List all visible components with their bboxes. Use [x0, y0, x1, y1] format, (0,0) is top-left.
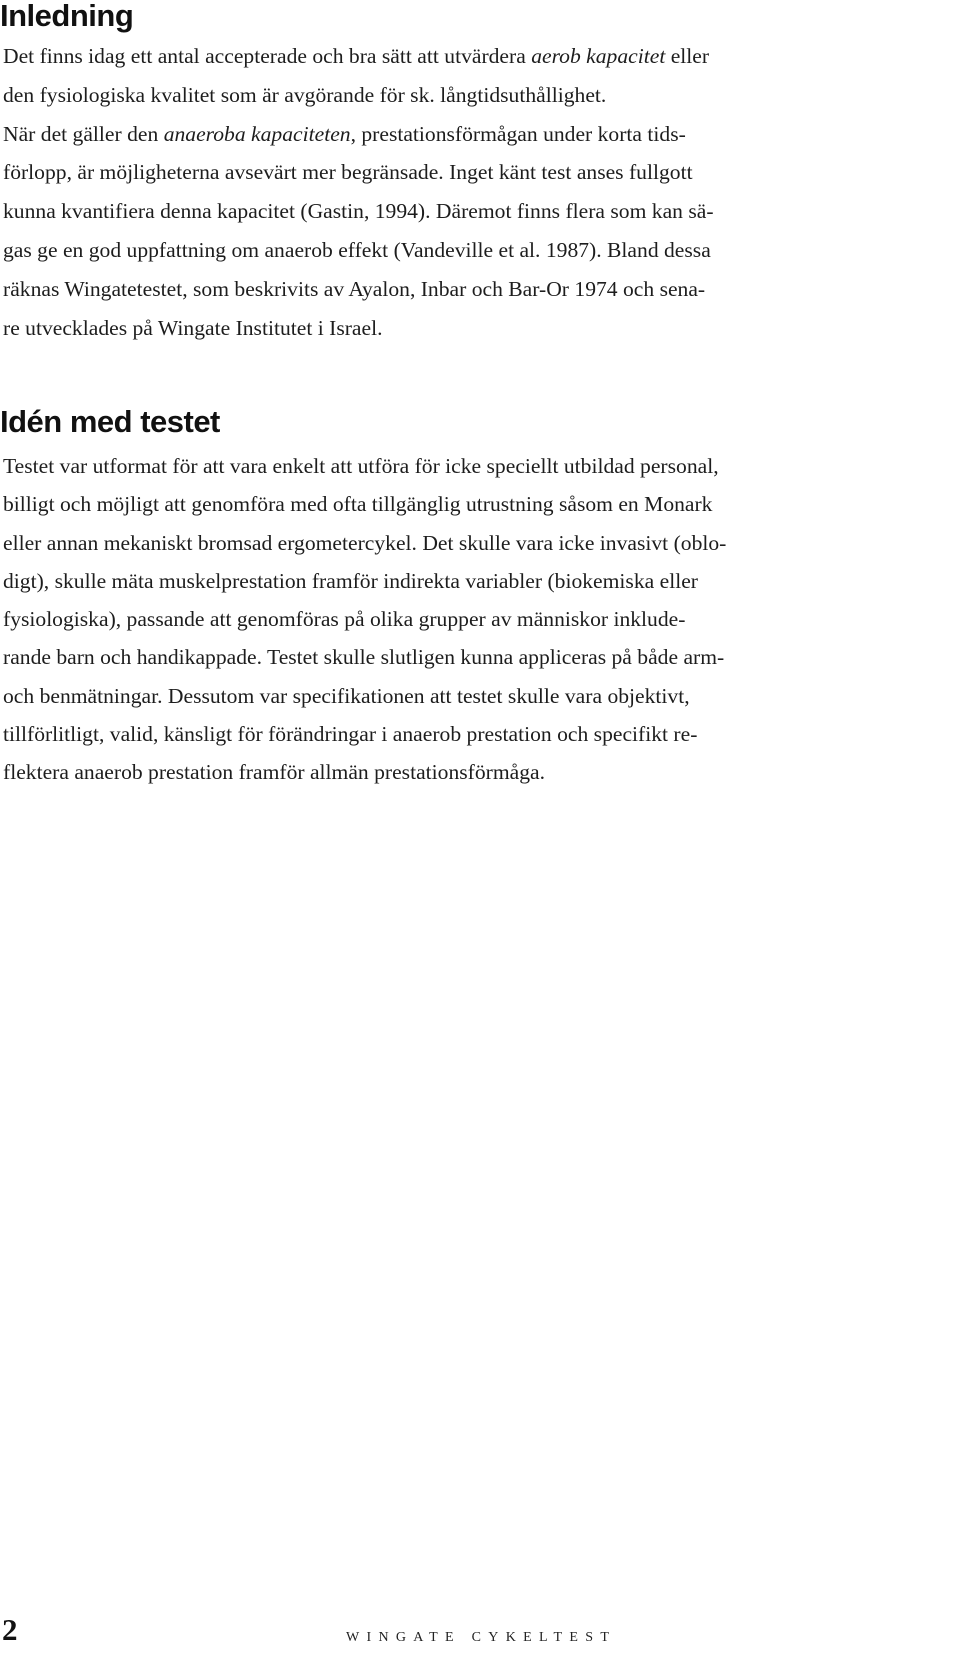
text-segment: flektera anaerob prestation framför allmän prestationsförmåga.	[3, 760, 546, 785]
text-segment: rande barn och handikappade. Testet skulle slutligen kunna appliceras på både arm-	[3, 645, 725, 670]
text-line	[3, 753, 928, 791]
running-footer-title: WINGATE CYKELTEST	[346, 1630, 617, 1645]
text-line	[3, 485, 928, 523]
text-segment: eller	[665, 44, 710, 68]
text-line	[3, 600, 928, 638]
section-heading-iden-med-testet: Idén med testet	[0, 404, 220, 439]
text-segment: kunna kvantifiera denna kapacitet (Gastin, 1994). Däremot finns flera som kan sä-	[3, 199, 714, 224]
text-segment: förlopp, är möjligheterna avsevärt mer begränsade. Inget känt test anses fullgott	[3, 160, 693, 185]
text-line	[3, 309, 928, 348]
emphasized-term: anaeroba kapaciteten	[163, 121, 351, 146]
text-line	[3, 677, 928, 715]
section-heading-inledning: Inledning	[0, 0, 134, 33]
text-segment: Det finns idag ett antal accepterade och bra sätt att utvärdera	[3, 44, 532, 68]
text-segment: eller annan mekaniskt bromsad ergometercykel. Det skulle vara icke invasivt (oblo-	[3, 530, 727, 555]
text-line	[3, 153, 928, 192]
text-line	[3, 231, 928, 270]
text-line	[3, 192, 928, 231]
text-segment: digt), skulle mäta muskelprestation framför indirekta variabler (biokemiska eller	[3, 568, 698, 593]
text-line	[3, 37, 928, 76]
text-line	[3, 562, 928, 600]
text-line	[3, 715, 928, 753]
text-line	[3, 270, 928, 309]
text-segment: den fysiologiska kvalitet som är avgörande för sk. långtidsuthållighet.	[3, 82, 607, 107]
text-line	[3, 638, 928, 676]
text-segment: tillförlitligt, valid, känsligt för förändringar i anaerob prestation och specifikt re-	[3, 722, 698, 747]
text-segment: och benmätningar. Dessutom var specifikationen att testet skulle vara objektivt,	[3, 683, 690, 708]
paragraph-inledning	[3, 37, 928, 347]
text-segment: När det gäller den	[3, 121, 164, 146]
text-segment: Testet var utformat för att vara enkelt att utföra för icke speciellt utbildad personal,	[3, 454, 719, 478]
text-line	[3, 76, 928, 115]
text-segment: gas ge en god uppfattning om anaerob effekt (Vandeville et al. 1987). Bland dessa	[3, 237, 711, 262]
page-number: 2	[2, 1612, 18, 1647]
text-line	[3, 524, 928, 562]
text-segment: billigt och möjligt att genomföra med ofta tillgänglig utrustning såsom en Monark	[3, 492, 713, 517]
text-segment: , prestationsförmågan under korta tids-	[350, 121, 686, 146]
emphasized-term: aerob kapacitet	[531, 44, 666, 68]
text-segment: re utvecklades på Wingate Institutet i Israel.	[3, 315, 383, 340]
paragraph-iden-med-testet	[3, 447, 928, 792]
text-segment: fysiologiska), passande att genomföras på olika grupper av människor inklude-	[3, 607, 686, 632]
text-line	[3, 115, 928, 154]
text-segment: räknas Wingatetestet, som beskrivits av Ayalon, Inbar och Bar-Or 1974 och sena-	[3, 276, 706, 301]
text-line	[3, 447, 928, 485]
